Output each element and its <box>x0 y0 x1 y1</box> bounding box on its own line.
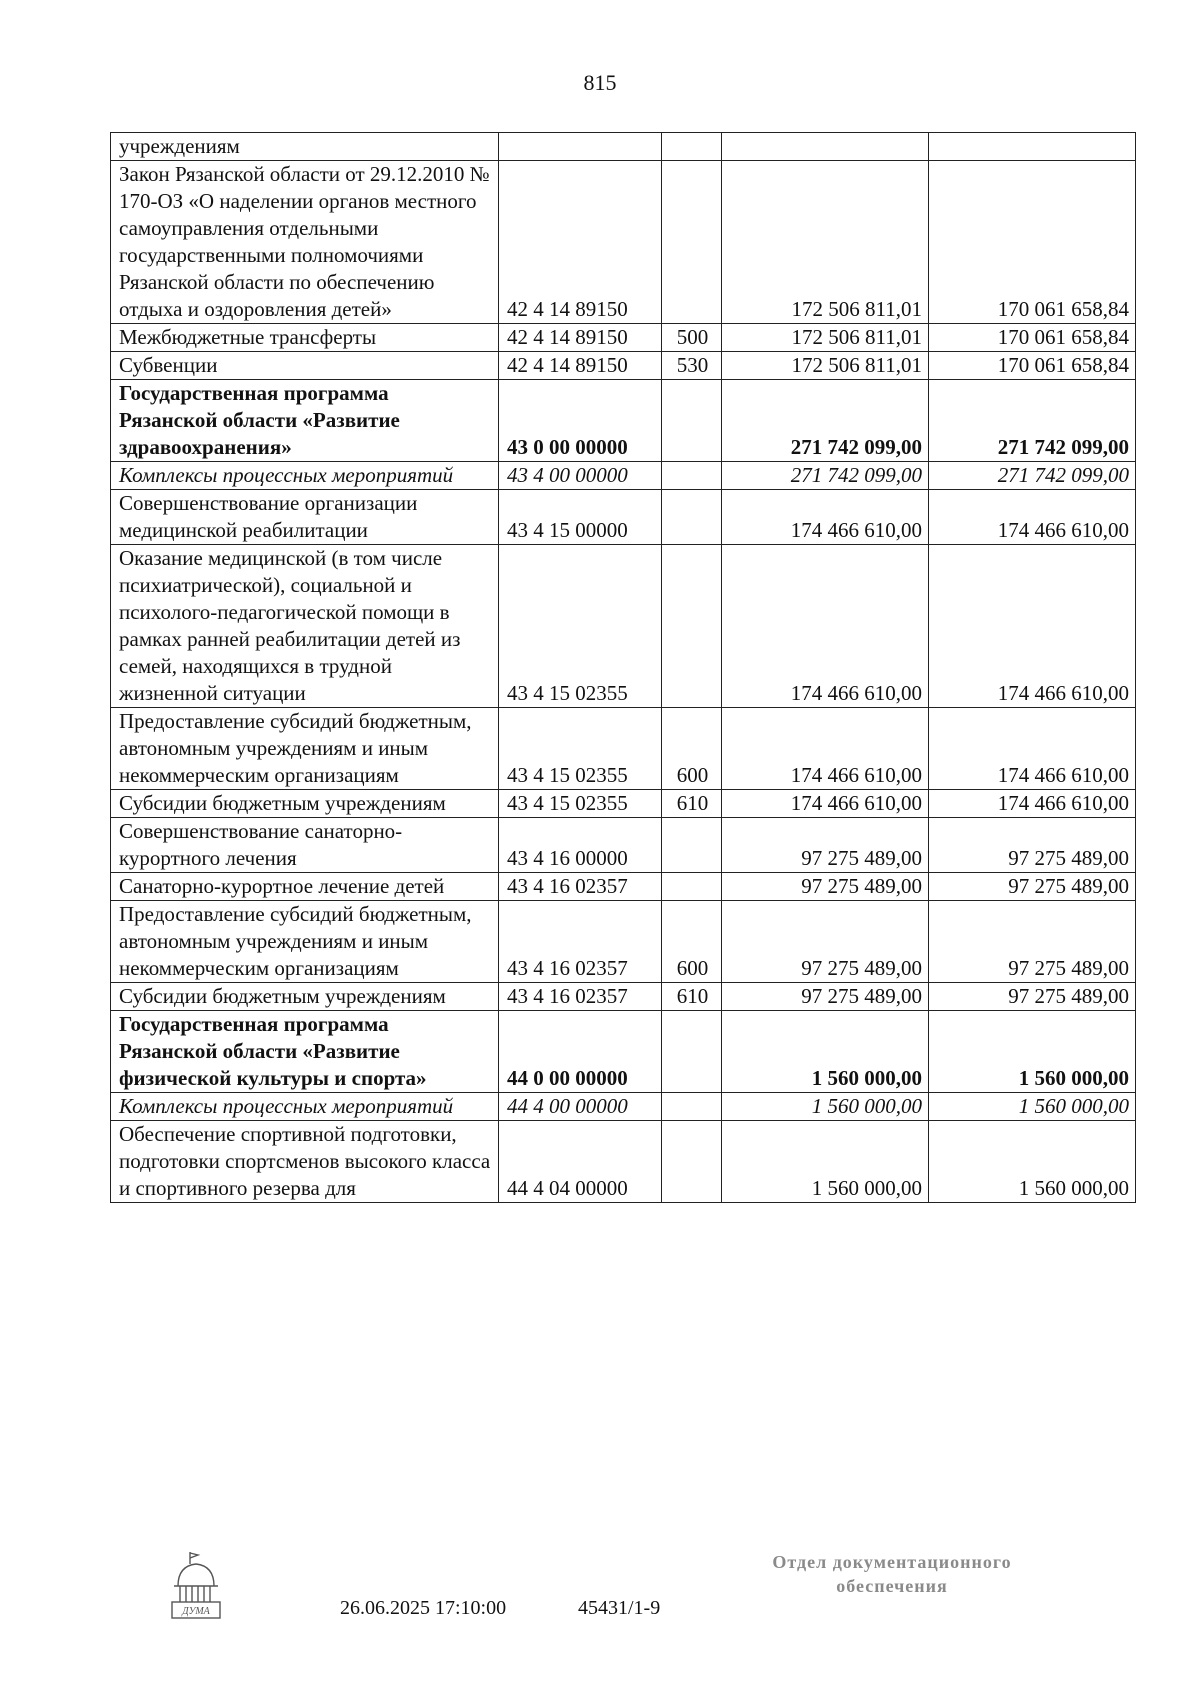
row-amount-2 <box>929 133 1136 161</box>
row-name: Субсидии бюджетным учреждениям <box>111 790 499 818</box>
row-amount-2: 174 466 610,00 <box>929 790 1136 818</box>
row-expense-type <box>662 133 722 161</box>
row-name: Государственная программа Рязанской области «Развитие физической культуры и спорта» <box>111 1011 499 1093</box>
row-name: Предоставление субсидий бюджетным, автономным учреждениям и иным некоммерческим организациям <box>111 708 499 790</box>
table-row <box>111 380 1136 462</box>
row-name: учреждениям <box>111 133 499 161</box>
table-row <box>111 708 1136 790</box>
row-name: Комплексы процессных мероприятий <box>111 1093 499 1121</box>
page-number: 815 <box>583 70 617 95</box>
row-expense-type <box>662 818 722 873</box>
row-code: 43 4 15 02355 <box>499 708 662 790</box>
row-amount-2: 1 560 000,00 <box>929 1121 1136 1203</box>
row-name: Межбюджетные трансферты <box>111 324 499 352</box>
row-name: Комплексы процессных мероприятий <box>111 462 499 490</box>
row-code: 44 0 00 00000 <box>499 1011 662 1093</box>
table-row <box>111 133 1136 161</box>
row-name: Предоставление субсидий бюджетным, автономным учреждениям и иным некоммерческим организациям <box>111 901 499 983</box>
row-expense-type <box>662 1121 722 1203</box>
row-amount-2: 174 466 610,00 <box>929 490 1136 545</box>
table-row <box>111 1093 1136 1121</box>
row-code: 43 4 16 02357 <box>499 983 662 1011</box>
row-code: 42 4 14 89150 <box>499 324 662 352</box>
row-amount-1: 271 742 099,00 <box>722 380 929 462</box>
table-row <box>111 790 1136 818</box>
budget-table <box>110 132 1136 1203</box>
row-amount-2: 170 061 658,84 <box>929 324 1136 352</box>
row-code: 43 4 16 02357 <box>499 901 662 983</box>
row-amount-1 <box>722 133 929 161</box>
row-amount-2: 97 275 489,00 <box>929 983 1136 1011</box>
row-name: Обеспечение спортивной подготовки, подготовки спортсменов высокого класса и спортивного резерва для <box>111 1121 499 1203</box>
row-code <box>499 133 662 161</box>
row-code: 44 4 00 00000 <box>499 1093 662 1121</box>
row-amount-1: 174 466 610,00 <box>722 790 929 818</box>
row-amount-2: 170 061 658,84 <box>929 352 1136 380</box>
row-expense-type <box>662 490 722 545</box>
row-name: Государственная программа Рязанской области «Развитие здравоохранения» <box>111 380 499 462</box>
table-row <box>111 1121 1136 1203</box>
row-code: 43 4 15 02355 <box>499 545 662 708</box>
row-code: 43 0 00 00000 <box>499 380 662 462</box>
row-expense-type <box>662 1093 722 1121</box>
duma-logo-text: ДУМА <box>182 1606 210 1617</box>
row-code: 43 4 15 02355 <box>499 790 662 818</box>
row-amount-1: 174 466 610,00 <box>722 490 929 545</box>
row-expense-type <box>662 161 722 324</box>
table-row <box>111 324 1136 352</box>
row-amount-2: 174 466 610,00 <box>929 708 1136 790</box>
row-code: 44 4 04 00000 <box>499 1121 662 1203</box>
row-amount-1: 271 742 099,00 <box>722 462 929 490</box>
row-amount-2: 174 466 610,00 <box>929 545 1136 708</box>
row-code: 42 4 14 89150 <box>499 161 662 324</box>
row-code: 43 4 16 00000 <box>499 818 662 873</box>
row-amount-1: 172 506 811,01 <box>722 161 929 324</box>
row-amount-1: 1 560 000,00 <box>722 1093 929 1121</box>
row-code: 42 4 14 89150 <box>499 352 662 380</box>
row-amount-2: 271 742 099,00 <box>929 380 1136 462</box>
row-expense-type <box>662 873 722 901</box>
stamp-line-1: Отдел документационного <box>772 1552 1012 1572</box>
row-amount-1: 174 466 610,00 <box>722 708 929 790</box>
row-amount-1: 1 560 000,00 <box>722 1011 929 1093</box>
row-amount-2: 97 275 489,00 <box>929 901 1136 983</box>
footer-doc-number: 45431/1-9 <box>578 1597 661 1619</box>
row-name: Совершенствование организации медицинской реабилитации <box>111 490 499 545</box>
row-expense-type: 530 <box>662 352 722 380</box>
table-row <box>111 873 1136 901</box>
row-amount-1: 97 275 489,00 <box>722 983 929 1011</box>
row-expense-type <box>662 380 722 462</box>
table-row <box>111 490 1136 545</box>
budget-table-body <box>111 133 1136 1203</box>
row-amount-2: 271 742 099,00 <box>929 462 1136 490</box>
row-name: Совершенствование санаторно-курортного лечения <box>111 818 499 873</box>
department-stamp <box>742 1550 1042 1598</box>
row-expense-type: 610 <box>662 983 722 1011</box>
row-amount-1: 172 506 811,01 <box>722 324 929 352</box>
row-expense-type <box>662 1011 722 1093</box>
row-amount-1: 97 275 489,00 <box>722 818 929 873</box>
row-amount-2: 1 560 000,00 <box>929 1093 1136 1121</box>
row-name: Санаторно-курортное лечение детей <box>111 873 499 901</box>
stamp-line-2: обеспечения <box>836 1576 948 1596</box>
duma-logo <box>168 1550 236 1622</box>
row-expense-type: 610 <box>662 790 722 818</box>
row-expense-type <box>662 545 722 708</box>
row-amount-1: 97 275 489,00 <box>722 901 929 983</box>
row-code: 43 4 16 02357 <box>499 873 662 901</box>
row-amount-1: 97 275 489,00 <box>722 873 929 901</box>
row-code: 43 4 15 00000 <box>499 490 662 545</box>
table-row <box>111 462 1136 490</box>
table-row <box>111 983 1136 1011</box>
row-amount-2: 170 061 658,84 <box>929 161 1136 324</box>
row-amount-2: 97 275 489,00 <box>929 873 1136 901</box>
row-amount-1: 1 560 000,00 <box>722 1121 929 1203</box>
row-amount-1: 174 466 610,00 <box>722 545 929 708</box>
table-row <box>111 352 1136 380</box>
row-name: Субсидии бюджетным учреждениям <box>111 983 499 1011</box>
footer-date: 26.06.2025 17:10:00 <box>340 1597 507 1619</box>
row-expense-type: 500 <box>662 324 722 352</box>
row-expense-type: 600 <box>662 901 722 983</box>
row-amount-1: 172 506 811,01 <box>722 352 929 380</box>
row-name: Оказание медицинской (в том числе психиатрической), социальной и психолого-педагогической помощи в рамках ранней реабилитации детей из семей, находящихся в трудной жизненной ситуации <box>111 545 499 708</box>
table-row <box>111 901 1136 983</box>
row-code: 43 4 00 00000 <box>499 462 662 490</box>
row-amount-2: 1 560 000,00 <box>929 1011 1136 1093</box>
table-row <box>111 818 1136 873</box>
table-row <box>111 1011 1136 1093</box>
row-amount-2: 97 275 489,00 <box>929 818 1136 873</box>
row-expense-type: 600 <box>662 708 722 790</box>
table-row <box>111 545 1136 708</box>
row-name: Закон Рязанской области от 29.12.2010 № 170-ОЗ «О наделении органов местного самоуправления отдельными государственными полномочиями Рязанской области по обеспечению отдыха и оздоровления детей» <box>111 161 499 324</box>
table-row <box>111 161 1136 324</box>
row-expense-type <box>662 462 722 490</box>
row-name: Субвенции <box>111 352 499 380</box>
